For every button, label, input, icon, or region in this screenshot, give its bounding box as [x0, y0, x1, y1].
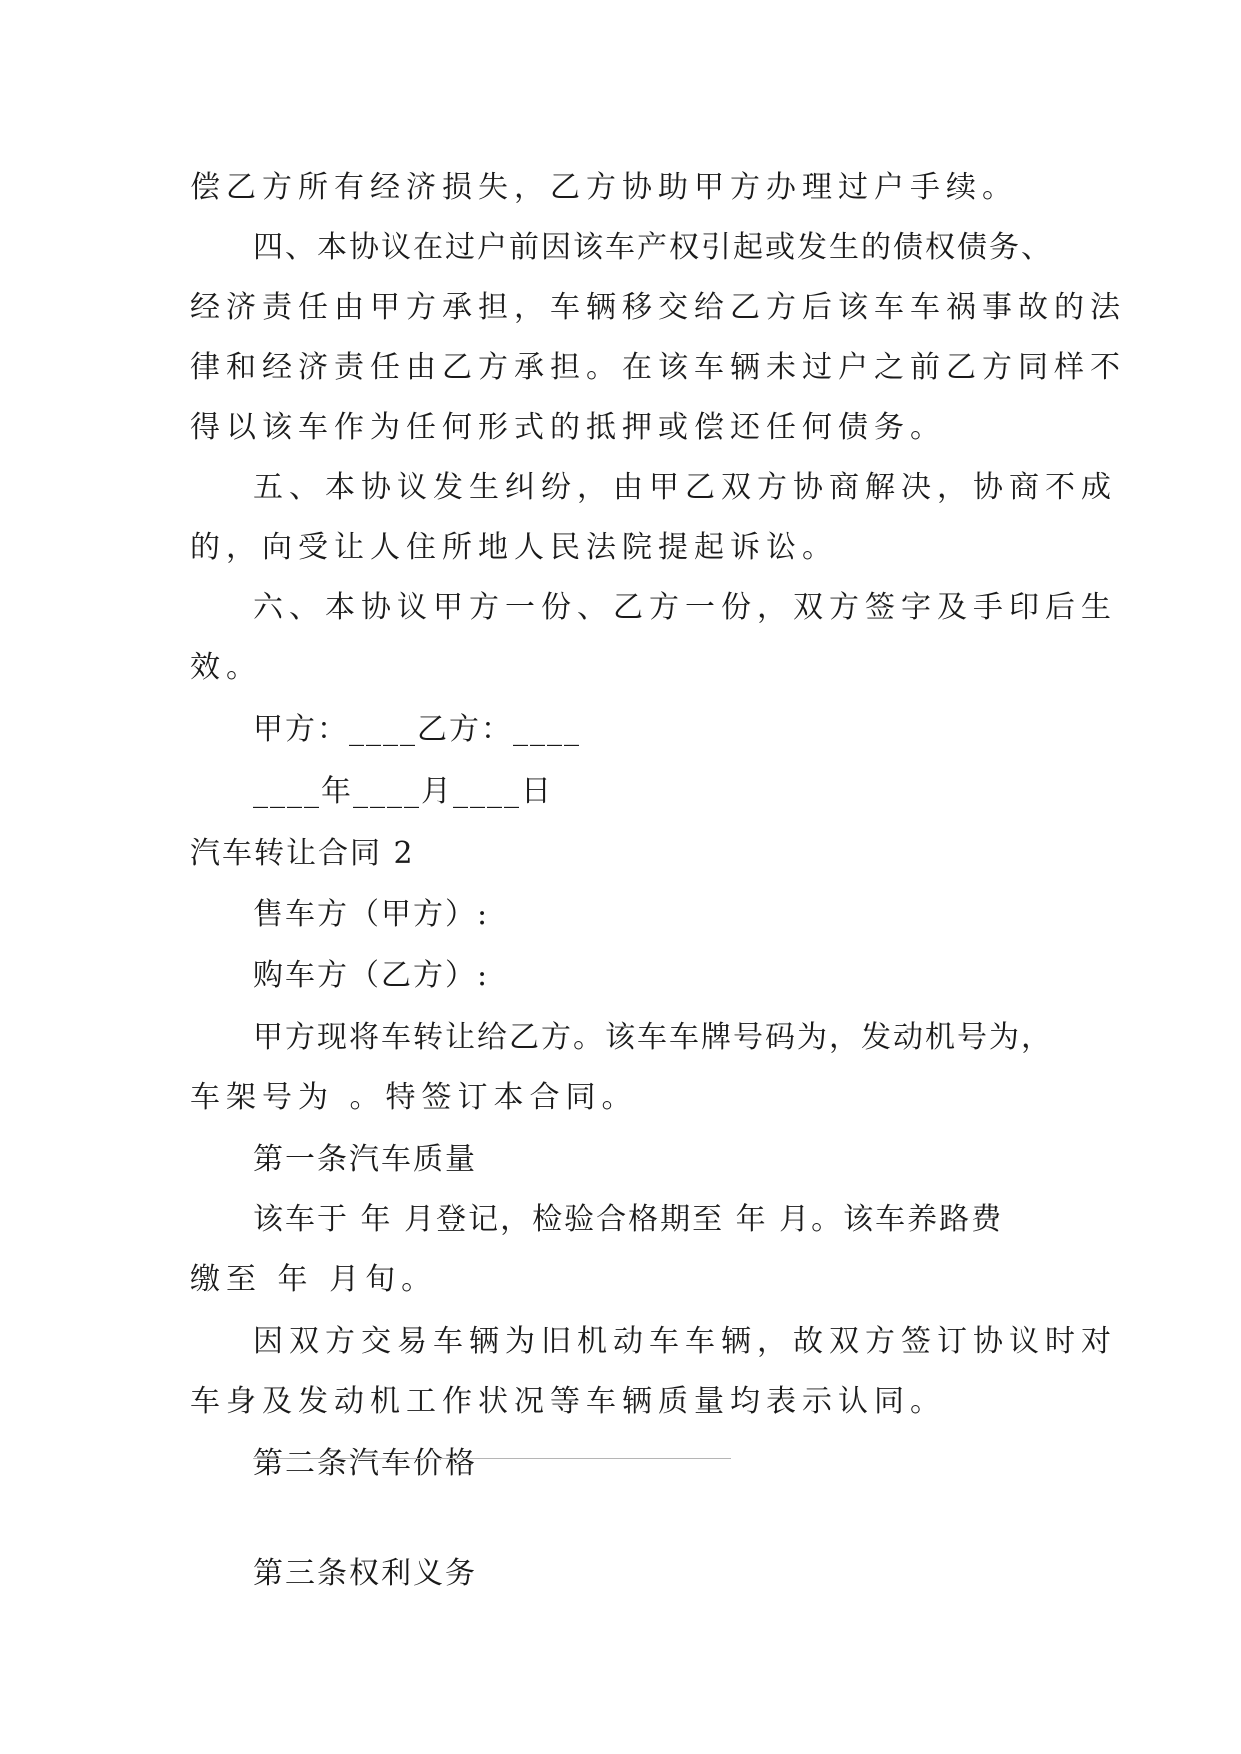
paragraph-line: 车身及发动机工作状况等车辆质量均表示认同。	[190, 1384, 946, 1419]
paragraph-line: 缴至 年 月旬。	[190, 1262, 438, 1297]
section-title: 汽车转让合同 2	[190, 836, 415, 871]
signature-line: 甲方：____乙方：____	[253, 712, 581, 747]
paragraph-line: 偿乙方所有经济损失，乙方协助甲方办理过户手续。	[190, 170, 1018, 205]
paragraph-line: 经济责任由甲方承担，车辆移交给乙方后该车车祸事故的法	[190, 290, 1126, 325]
date-line: ____年____月____日	[253, 774, 553, 809]
clause-four-line: 四、本协议在过户前因该车产权引起或发生的债权债务、	[253, 230, 1053, 265]
paragraph-line: 律和经济责任由乙方承担。在该车辆未过户之前乙方同样不	[190, 350, 1126, 385]
separator-line	[253, 1458, 731, 1459]
paragraph-line: 得以该车作为任何形式的抵押或偿还任何债务。	[190, 410, 946, 445]
paragraph-line: 车架号为 。特签订本合同。	[190, 1080, 638, 1115]
clause-six-line: 六、本协议甲方一份、乙方一份，双方签字及手印后生	[253, 590, 1117, 625]
paragraph-line: 该车于 年 月登记，检验合格期至 年 月。该车养路费	[253, 1202, 1004, 1237]
article-heading: 第三条权利义务	[253, 1556, 477, 1591]
buyer-line: 购车方（乙方）:	[253, 958, 490, 993]
paragraph-line: 效。	[190, 650, 262, 685]
clause-five-line: 五、本协议发生纠纷，由甲乙双方协商解决，协商不成	[253, 470, 1117, 505]
paragraph-line: 甲方现将车转让给乙方。该车车牌号码为，发动机号为，	[253, 1020, 1053, 1055]
paragraph-line: 的，向受让人住所地人民法院提起诉讼。	[190, 530, 838, 565]
article-heading: 第二条汽车价格	[253, 1446, 477, 1481]
paragraph-line: 因双方交易车辆为旧机动车车辆，故双方签订协议时对	[253, 1324, 1117, 1359]
article-heading: 第一条汽车质量	[253, 1142, 477, 1177]
seller-line: 售车方（甲方）:	[253, 897, 490, 932]
